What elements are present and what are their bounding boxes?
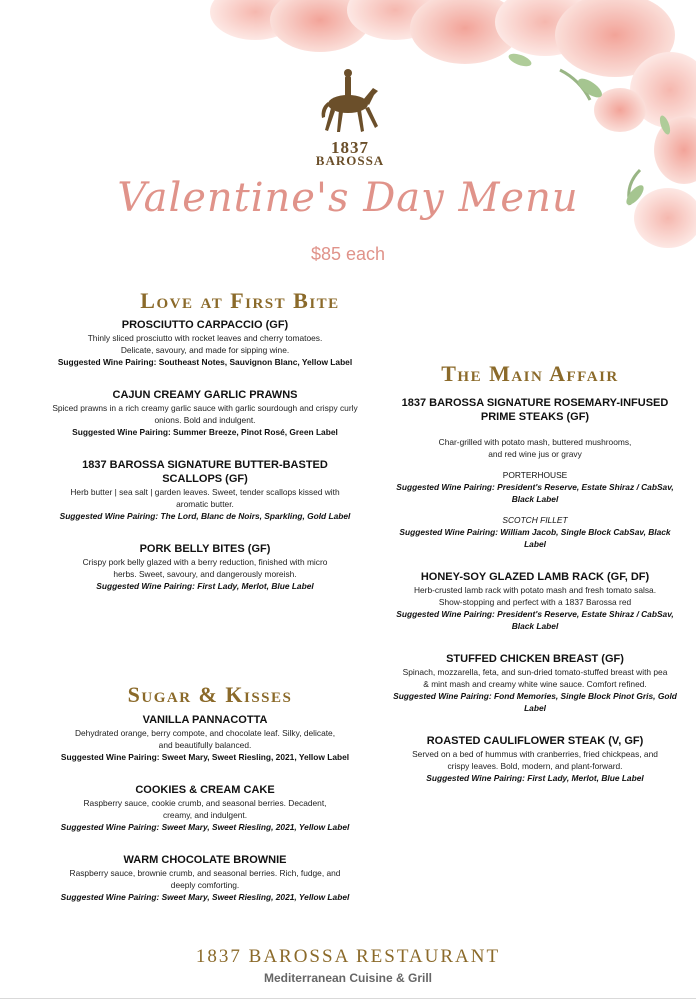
wine-pairing: Suggested Wine Pairing: Sweet Mary, Sweet Riesling, 2021, Yellow Label: [60, 822, 350, 832]
menu-price: $85 each: [310, 244, 386, 264]
section-title-starters: Love at First Bite: [140, 288, 340, 313]
item-name: STUFFED CHICKEN BREAST (GF): [446, 653, 624, 665]
menu-item: [30, 318, 380, 368]
menu-item: [30, 713, 380, 763]
section-title-desserts: Sugar & Kisses: [127, 682, 293, 707]
wine-pairing: Label: [524, 703, 546, 713]
item-name: COOKIES & CREAM CAKE: [135, 784, 275, 796]
menu-item: [30, 783, 380, 833]
item-description: Dehydrated orange, berry compote, and chocolate leaf. Silky, delicate,: [74, 728, 336, 738]
item-description: and beautifully balanced.: [158, 740, 252, 750]
page-title: Valentine's Day Menu: [117, 175, 579, 221]
wine-pairing: Suggested Wine Pairing: First Lady, Merlot, Blue Label: [426, 773, 644, 783]
item-description: Thinly sliced prosciutto with rocket leaves and cherry tomatoes.: [87, 333, 323, 343]
menu-item: [30, 388, 380, 438]
item-description: Spiced prawns in a rich creamy garlic sauce with garlic sourdough and crispy curly: [52, 403, 358, 413]
item-description: Herb butter | sea salt | garden leaves. Sweet, tender scallops kissed with: [70, 487, 340, 497]
wine-pairing: Suggested Wine Pairing: William Jacob, Single Block CabSav, Black: [399, 527, 671, 537]
menu-item: [390, 570, 680, 632]
item-name: ROASTED CAULIFLOWER STEAK (V, GF): [426, 735, 644, 747]
item-description: Crispy pork belly glazed with a berry reduction, finished with micro: [82, 557, 328, 567]
bottom-divider: [0, 998, 696, 999]
footer-restaurant-name: 1837 BAROSSA RESTAURANT: [195, 946, 501, 967]
item-description: herbs. Sweet, savoury, and dangerously moreish.: [113, 569, 297, 579]
item-description: Served on a bed of hummus with cranberries, fried chickpeas, and: [412, 749, 658, 759]
menu-item: [390, 396, 680, 550]
wine-pairing: Suggested Wine Pairing: Southeast Notes, Sauvignon Blanc, Yellow Label: [57, 357, 353, 367]
steak-cut: SCOTCH FILLET: [502, 515, 568, 525]
logo-name: BAROSSA: [315, 153, 385, 168]
wine-pairing: Label: [524, 539, 546, 549]
item-name: WARM CHOCOLATE BROWNIE: [123, 854, 287, 866]
starters-list: [30, 318, 380, 612]
menu-item: [390, 734, 680, 784]
wine-pairing: Suggested Wine Pairing: The Lord, Blanc de Noirs, Sparkling, Gold Label: [59, 511, 351, 521]
item-name: 1837 BAROSSA SIGNATURE ROSEMARY-INFUSED: [401, 397, 669, 409]
item-name: HONEY-SOY GLAZED LAMB RACK (GF, DF): [420, 571, 650, 583]
wine-pairing: Suggested Wine Pairing: Summer Breeze, Pinot Rosé, Green Label: [72, 427, 338, 437]
wine-pairing: Suggested Wine Pairing: Sweet Mary, Sweet Riesling, 2021, Yellow Label: [60, 892, 350, 902]
menu-item: [30, 458, 380, 522]
menu-item: [390, 652, 680, 714]
item-name: PROSCIUTTO CARPACCIO (GF): [121, 319, 289, 331]
footer-tagline: Mediterranean Cuisine & Grill: [263, 971, 433, 985]
item-description: Herb-crusted lamb rack with potato mash and fresh tomato salsa.: [413, 585, 657, 595]
item-description: Char-grilled with potato mash, buttered mushrooms,: [438, 437, 632, 447]
item-name: VANILLA PANNACOTTA: [142, 714, 268, 726]
wine-pairing: Suggested Wine Pairing: President's Reserve, Estate Shiraz / CabSav,: [396, 482, 674, 492]
wine-pairing: Suggested Wine Pairing: Fond Memories, Single Block Pinot Gris, Gold: [393, 691, 677, 701]
item-description: Raspberry sauce, cookie crumb, and seasonal berries. Decadent,: [83, 798, 327, 808]
item-name: SCALLOPS (GF): [162, 473, 248, 485]
item-description: Raspberry sauce, brownie crumb, and seasonal berries. Rich, fudge, and: [69, 868, 341, 878]
restaurant-logo: [300, 66, 400, 170]
wine-pairing: Black Label: [511, 621, 559, 631]
item-name: PORK BELLY BITES (GF): [139, 543, 271, 555]
wine-pairing: Suggested Wine Pairing: President's Reserve, Estate Shiraz / CabSav,: [396, 609, 674, 619]
item-description: Delicate, savoury, and made for sipping wine.: [120, 345, 290, 355]
wine-pairing: Black Label: [511, 494, 559, 504]
item-description: & mint mash and creamy white wine sauce. Comfort refined.: [423, 679, 647, 689]
item-name: 1837 BAROSSA SIGNATURE BUTTER-BASTED: [82, 459, 328, 471]
wine-pairing: Suggested Wine Pairing: First Lady, Merlot, Blue Label: [96, 581, 314, 591]
item-description: and red wine jus or gravy: [488, 449, 582, 459]
item-description: aromatic butter.: [176, 499, 234, 509]
item-description: creamy, and indulgent.: [162, 810, 248, 820]
mains-list: [390, 396, 680, 804]
item-description: crispy leaves. Bold, modern, and plant-forward.: [447, 761, 623, 771]
steak-cut: PORTERHOUSE: [502, 470, 568, 480]
horse-rider-icon: [315, 66, 385, 138]
menu-item: [30, 853, 380, 903]
item-description: onions. Bold and indulgent.: [154, 415, 256, 425]
item-description: deeply comforting.: [170, 880, 240, 890]
desserts-list: [30, 713, 380, 923]
item-name: CAJUN CREAMY GARLIC PRAWNS: [112, 389, 298, 401]
item-description: Show-stopping and perfect with a 1837 Barossa red: [438, 597, 632, 607]
section-title-mains: The Main Affair: [441, 361, 619, 386]
item-description: Spinach, mozzarella, feta, and sun-dried tomato-stuffed breast with pea: [402, 667, 668, 677]
menu-item: [30, 542, 380, 592]
logo-year: 1837: [331, 138, 369, 157]
item-name: PRIME STEAKS (GF): [480, 411, 590, 423]
wine-pairing: Suggested Wine Pairing: Sweet Mary, Sweet Riesling, 2021, Yellow Label: [60, 752, 350, 762]
